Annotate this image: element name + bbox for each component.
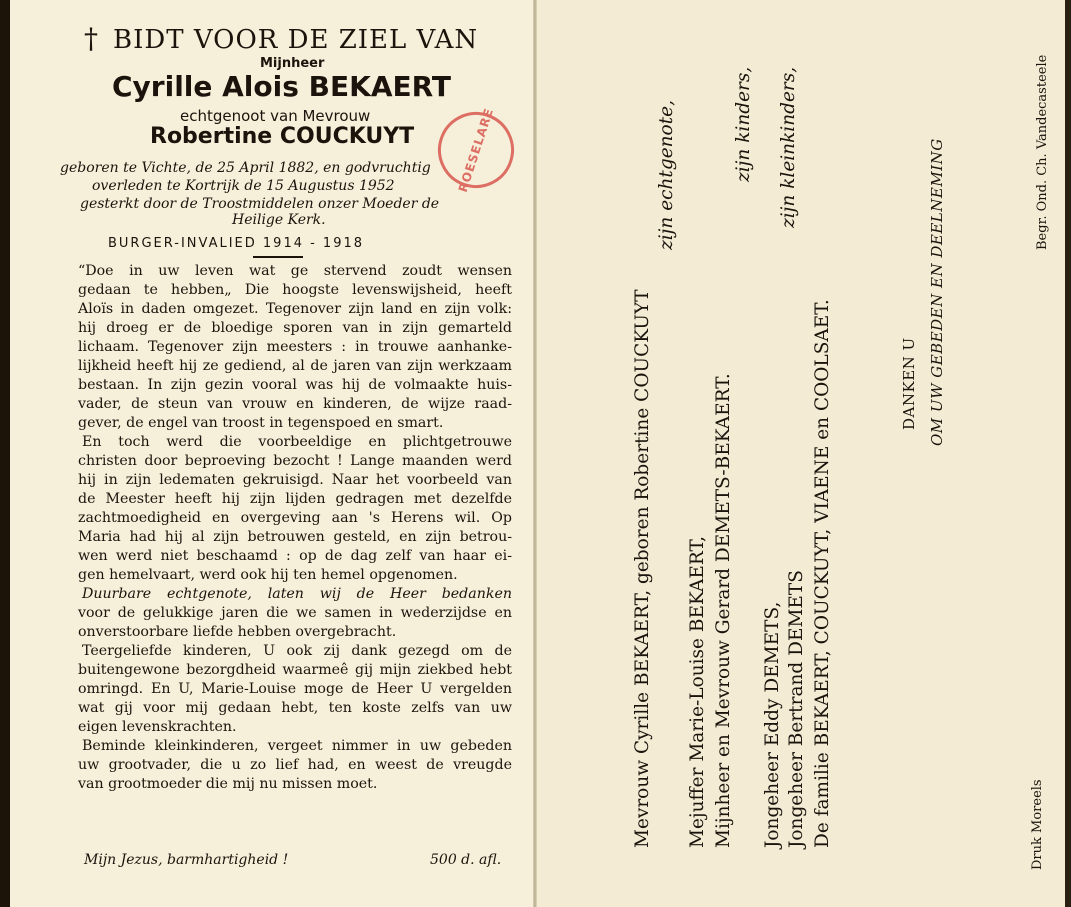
deceased-name: Cyrille Alois BEKAERT: [112, 70, 452, 103]
role-kleinkinders: zijn kleinkinders,: [778, 66, 799, 228]
text-line: hij droeg er de bloedige sporen van in zijn gemarteld: [78, 320, 512, 336]
cross-icon: †: [84, 22, 99, 55]
text-line: bestaan. In zijn gezin vooral was hij de volmaakte huis-: [78, 377, 512, 393]
text-line: uw grootvader, die u zo lief had, en weest de vreugde: [78, 757, 512, 773]
header-title-text: BIDT VOOR DE ZIEL VAN: [113, 25, 479, 55]
text-line: onverstoorbare liefde hebben overgebracht.: [78, 624, 397, 640]
thanks-line-1: DANKEN U: [900, 337, 918, 430]
role-kinders: zijn kinders,: [733, 66, 754, 182]
text-line: lijkheid heeft hij ze gediend, al de jaren van zijn werkzaam: [78, 358, 512, 374]
text-line: Beminde kleinkinderen, vergeet nimmer in uw gebeden: [82, 738, 512, 754]
footer-prayer: Mijn Jezus, barmhartigheid !: [84, 852, 289, 868]
text-line: wat gij voor mij gedaan hebt, ten koste zelfs van uw: [78, 700, 512, 716]
undertaker: Begr. Ond. Ch. Vandecasteele: [1035, 54, 1050, 250]
divider: [253, 256, 303, 258]
left-panel: [0, 0, 533, 907]
text-line: Aloïs in daden omgezet. Tegenover zijn land en zijn volk:: [78, 301, 512, 317]
family-line-families: De familie BEKAERT, COUCKUYT, VIAENE en COOLSAET.: [812, 299, 833, 848]
text-line: gedaan te hebben„ Die hoogste levenswijsheid, heeft: [78, 282, 512, 298]
honorific: Mijnheer: [260, 56, 325, 71]
bio-line: geboren te Vichte, de 25 April 1882, en godvruchtig: [60, 160, 431, 176]
text-line: gever, de engel van troost in tegenspoed en smart.: [78, 415, 444, 431]
text-line: “Doe in uw leven wat ge stervend zoudt wensen: [78, 263, 512, 279]
text-line: vader, de steun van vrouw en kinderen, de wijze raad-: [78, 396, 512, 412]
text-line: Teergeliefde kinderen, U ook zij dank gezegd om de: [82, 643, 512, 659]
spouse-intro: echtgenoot van Mevrouw: [180, 107, 371, 125]
family-line-daughter: Mejuffer Marie-Louise BEKAERT,: [687, 535, 708, 848]
burger-invalied: BURGER-INVALIED 1914 - 1918: [108, 236, 365, 251]
family-line-grandson-1: Jongeheer Eddy DEMETS,: [762, 601, 783, 848]
family-line-son-in-law: Mijnheer en Mevrouw Gerard DEMETS-BEKAERT.: [713, 373, 734, 848]
text-line: hij in zijn ledematen gekruisigd. Naar het voorbeeld van: [78, 472, 512, 488]
text-line: gen hemelvaart, werd ook hij ten hemel opgenomen.: [78, 567, 458, 583]
stamp-seal: ROESELARE: [428, 102, 524, 198]
family-line-grandson-2: Jongeheer Bertrand DEMETS: [786, 570, 807, 848]
text-line: Duurbare echtgenote, laten wij de Heer bedanken: [82, 586, 512, 602]
text-line: lichaam. Tegenover zijn meesters : in trouwe aanhanke-: [78, 339, 512, 355]
role-echtgenote: zijn echtgenote,: [656, 100, 677, 250]
printer: Druk Moreels: [1030, 779, 1045, 870]
text-line: Maria had hij al zijn betrouwen gesteld, en zijn betrou-: [78, 529, 512, 545]
text-line: de Meester heeft hij zijn lijden gedragen met dezelfde: [78, 491, 512, 507]
bio-line: Heilige Kerk.: [232, 212, 326, 228]
text-line: wen werd niet beschaamd : op de dag zelf van haar ei-: [78, 548, 512, 564]
spouse-name: Robertine COUCKUYT: [150, 124, 415, 149]
text-line: eigen levenskrachten.: [78, 719, 237, 735]
text-line: zachtmoedigheid en overgeving aan 's Herens wil. Op: [78, 510, 512, 526]
eulogy-text: [78, 262, 512, 794]
thanks-line-2: OM UW GEBEDEN EN DEELNEMING: [928, 138, 946, 446]
text-line: van grootmoeder die mij nu missen moet.: [78, 776, 378, 792]
card-edge: [1065, 0, 1071, 907]
text-line: En toch werd die voorbeeldige en plichtgetrouwe: [82, 434, 512, 450]
footer-code: 500 d. afl.: [430, 852, 502, 868]
text-line: buitengewone bezorgdheid waarmeê gij mijn ziekbed hebt: [78, 662, 512, 678]
family-line-widow: Mevrouw Cyrille BEKAERT, geboren Robertine COUCKUYT: [632, 289, 653, 848]
text-line: omringd. En U, Marie-Louise moge de Heer U vergelden: [78, 681, 512, 697]
header-title: [84, 22, 478, 55]
text-line: christen door beproeving bezocht ! Lange maanden werd: [78, 453, 512, 469]
bio-line: gesterkt door de Troostmiddelen onzer Moeder de: [80, 196, 440, 212]
text-line: voor de gelukkige jaren die we samen in wederzijdse en: [78, 605, 512, 621]
bio-line: overleden te Kortrijk de 15 Augustus 1952: [92, 178, 395, 194]
